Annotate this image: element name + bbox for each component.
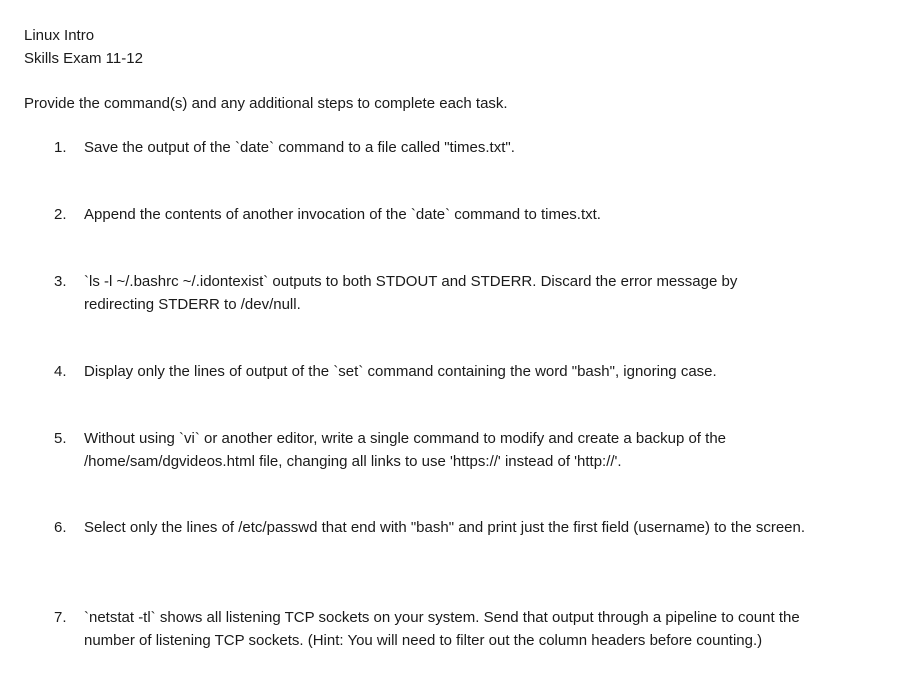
task-text: Display only the lines of output of the `set` command containing the word "bash", ignoring case. <box>84 363 717 380</box>
task-number: 5. <box>54 430 67 447</box>
task-number: 2. <box>54 206 67 223</box>
task-text: Without using `vi` or another editor, write a single command to modify and create a backup of the /home/sam/dgvideos.html file, changing all links to use 'https://' instead of 'http://'. <box>84 430 726 470</box>
task-text: `netstat -tl` shows all listening TCP sockets on your system. Send that output through a pipeline to count the number of listening TCP sockets. (Hint: You will need to filter out the column headers before counting.) <box>84 609 800 649</box>
task-text: `ls -l ~/.bashrc ~/.idontexist` outputs to both STDOUT and STDERR. Discard the error message by redirecting STDERR to /dev/null. <box>84 273 738 313</box>
task-text: Append the contents of another invocation of the `date` command to times.txt. <box>84 206 601 223</box>
task-text: Select only the lines of /etc/passwd that end with "bash" and print just the first field (username) to the screen. <box>84 519 806 536</box>
document-body <box>24 24 894 649</box>
task-number: 1. <box>54 139 67 156</box>
task-number: 4. <box>54 363 67 380</box>
course-title: Linux Intro <box>24 27 95 44</box>
task-text: Save the output of the `date` command to a file called "times.txt". <box>84 139 515 156</box>
task-number: 7. <box>54 609 67 626</box>
instructions-text: Provide the command(s) and any additional steps to complete each task. <box>24 95 508 112</box>
exam-title: Skills Exam 11-12 <box>24 50 143 67</box>
task-number: 3. <box>54 273 67 290</box>
task-number: 6. <box>54 519 67 536</box>
